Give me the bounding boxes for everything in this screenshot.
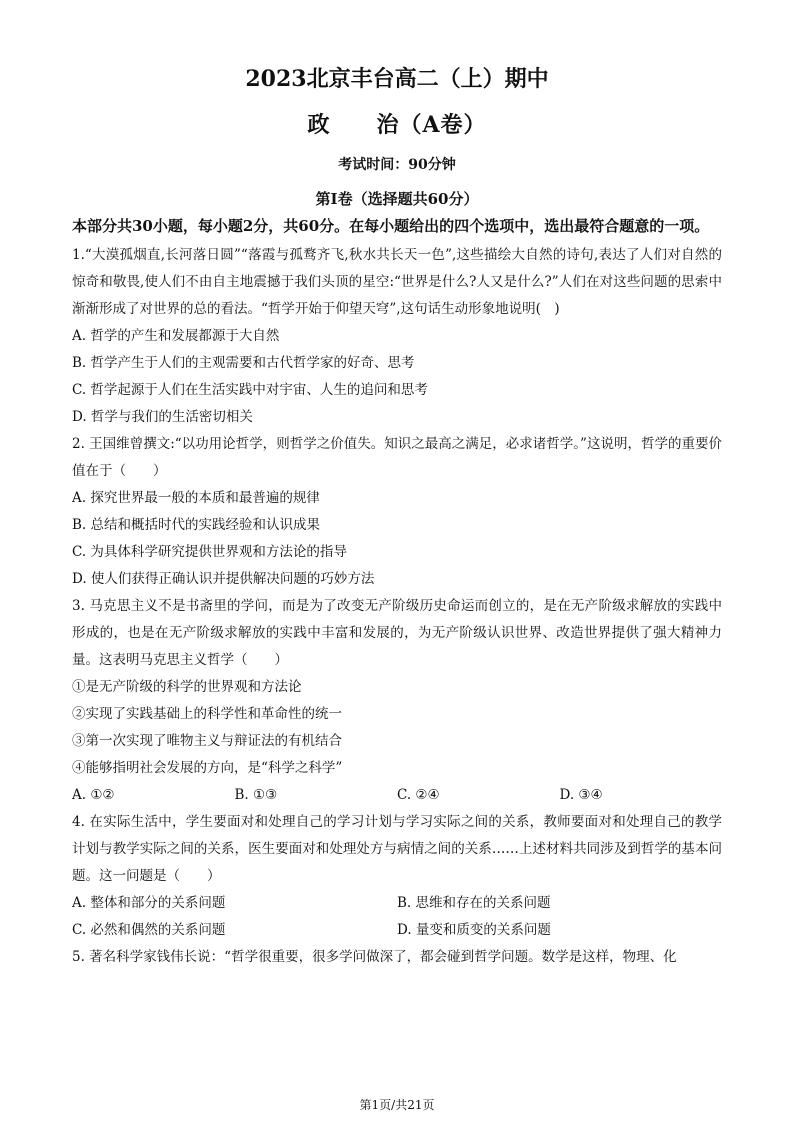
question-4-option-d: D. 量变和质变的关系问题 <box>397 922 551 938</box>
section-instruction: 本部分共30小题，每小题2分，共60分。在每小题给出的四个选项中，选出最符合题意的一项。 <box>72 217 710 235</box>
question-2-option-d: D. 使人们获得正确认识并提供解决问题的巧妙方法 <box>72 571 375 587</box>
subject-title: 政 治（A卷） <box>307 112 487 138</box>
question-3-statement-2: ②实现了实践基础上的科学性和革命性的统一 <box>72 706 342 722</box>
question-1-stem: 1.“大漠孤烟直,长河落日圆”“落霞与孤鹜齐飞,秋水共长天一色”,这些描绘大自然的诗句,表达了人们对自然的惊奇和敬畏,使人们不由自主地震撼于我们头顶的星空:“世界是什么?人又是什么?”人们在对这些问题的思索中渐渐形成了对世界的总的看法。“哲学开始于仰望天穹”,这句话生动形象地说明( ) <box>72 247 722 317</box>
question-2-option-c: C. 为具体科学研究提供世界观和方法论的指导 <box>72 544 347 560</box>
question-3-stem: 3. 马克思主义不是书斋里的学问，而是为了改变无产阶级历史命运而创立的，是在无产阶级求解放的实践中形成的，也是在无产阶级求解放的实践中丰富和发展的，为无产阶级认识世界、改造世界提供了强大精神力量。这表明马克思主义哲学（ ） <box>72 598 722 668</box>
question-1-option-c: C. 哲学起源于人们在生活实践中对宇宙、人生的追问和思考 <box>72 382 428 398</box>
section-title: 第Ⅰ卷（选择题共60分） <box>315 190 479 208</box>
question-4-option-a: A. 整体和部分的关系问题 <box>72 895 226 911</box>
question-1-option-a: A. 哲学的产生和发展都源于大自然 <box>72 328 280 344</box>
question-list <box>72 213 722 971</box>
page-number: 第1页/共21页 <box>359 1098 435 1112</box>
question-2-stem: 2. 王国维曾撰文:“以功用论哲学，则哲学之价值失。知识之最高之满足，必求诸哲学。”这说明，哲学的重要价值在于（ ） <box>72 436 722 479</box>
question-3-option-b: B. ①③ <box>234 787 278 803</box>
question-2-option-a: A. 探究世界最一般的本质和最普遍的规律 <box>72 490 320 506</box>
question-3-option-a: A. ①② <box>72 787 115 803</box>
question-4-options-row-2 <box>72 917 722 944</box>
question-3-option-c: C. ②④ <box>397 787 440 803</box>
question-3-statement-1: ①是无产阶级的科学的世界观和方法论 <box>72 679 302 695</box>
question-3-statement-4: ④能够指明社会发展的方向，是“科学之科学” <box>72 760 343 776</box>
exam-title: 2023北京丰台高二（上）期中 <box>245 66 549 92</box>
question-1-option-d: D. 哲学与我们的生活密切相关 <box>72 409 253 425</box>
question-4-option-b: B. 思维和存在的关系问题 <box>397 895 551 911</box>
question-2-option-b: B. 总结和概括时代的实践经验和认识成果 <box>72 517 321 533</box>
question-1-option-b: B. 哲学产生于人们的主观需要和古代哲学家的好奇、思考 <box>72 355 415 371</box>
question-3-option-d: D. ③④ <box>559 787 603 803</box>
question-4-option-c: C. 必然和偶然的关系问题 <box>72 922 226 938</box>
exam-time: 考试时间：90分钟 <box>338 157 456 173</box>
question-3-statement-3: ③第一次实现了唯物主义与辩证法的有机结合 <box>72 733 342 749</box>
question-5-stem: 5. 著名科学家钱伟长说：“哲学很重要，很多学问做深了，都会碰到哲学问题。数学是这样，物理、化 <box>72 949 677 965</box>
question-4-options-row-1 <box>72 890 722 917</box>
question-3-options <box>72 782 722 809</box>
question-4-stem: 4. 在实际生活中，学生要面对和处理自己的学习计划与学习实际之间的关系，教师要面对和处理自己的教学计划与教学实际之间的关系，医生要面对和处理处方与病情之间的关系……上述材料共同涉及到哲学的基本问题。这一问题是（ ） <box>72 814 722 884</box>
